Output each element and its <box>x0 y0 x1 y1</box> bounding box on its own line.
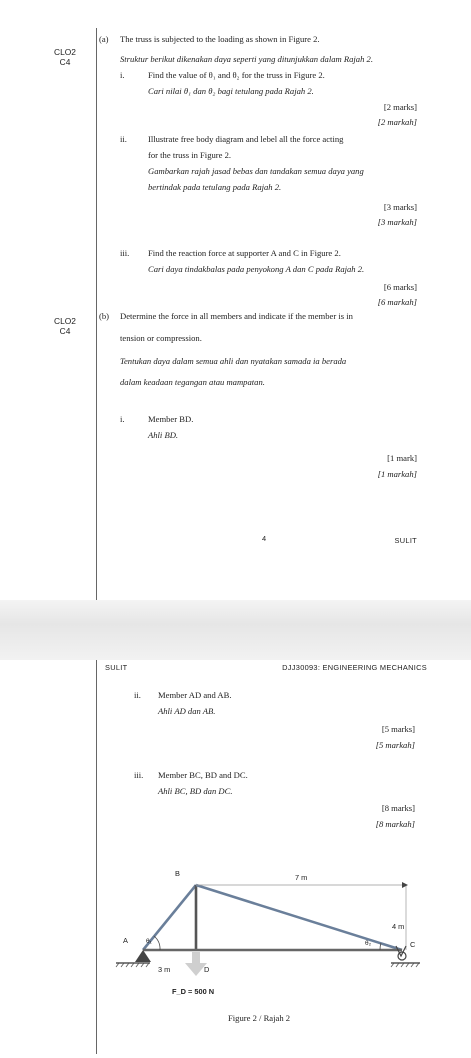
margin-rule-2 <box>96 660 97 1054</box>
dimension-label-top: 7 m <box>295 873 308 882</box>
node-label-b: B <box>175 869 180 878</box>
figure-caption: Figure 2 / Rajah 2 <box>228 1013 291 1023</box>
part-b-malay-line1: Tentukan daya dalam semua ahli dan nyatakan samada ia berada <box>120 356 347 366</box>
question-b-ii: Member AD and AB. <box>158 690 232 700</box>
question-a-iii-malay: Cari daya tindakbalas pada penyokong A dan C pada Rajah 2. <box>148 264 365 274</box>
marks-a-ii: [3 marks] <box>383 202 417 212</box>
angle-arc-theta1-icon <box>154 936 160 950</box>
marks-a-i: [2 marks] <box>383 102 417 112</box>
marks-b-ii: [5 marks] <box>381 724 415 734</box>
part-a-label: (a) <box>99 34 109 44</box>
header-sulit: SULIT <box>105 663 128 672</box>
angle-label-theta1: θ₁ <box>146 938 152 945</box>
node-label-c: C <box>410 940 416 949</box>
markah-a-ii: [3 markah] <box>377 217 417 227</box>
node-label-d: D <box>204 965 210 974</box>
marks-b-iii: [8 marks] <box>381 803 415 813</box>
question-a-ii-line2: for the truss in Figure 2. <box>148 150 232 160</box>
markah-a-iii: [6 markah] <box>377 297 417 307</box>
pin-support-a-icon <box>135 950 151 962</box>
question-a-ii-malay-line1: Gambarkan rajah jasad bebas dan tandakan semua daya yang <box>148 166 364 176</box>
clo-label-a: CLO2 C4 <box>54 47 76 67</box>
question-a-ii-malay-line2: bertindak pada tetulang pada Rajah 2. <box>148 182 282 192</box>
truss-figure <box>0 660 471 1058</box>
part-a-intro: The truss is subjected to the loading as shown in Figure 2. <box>120 34 320 44</box>
question-b-iii: Member BC, BD and DC. <box>158 770 248 780</box>
page-number: 4 <box>262 534 267 543</box>
arrowhead-icon <box>402 882 408 888</box>
margin-rule <box>96 28 97 600</box>
dimension-label-bottom: 3 m <box>158 965 171 974</box>
markah-b-ii: [5 markah] <box>375 740 415 750</box>
header-course-code: DJJ30093: ENGINEERING MECHANICS <box>282 663 427 672</box>
question-a-i-malay: Cari nilai θ₁ dan θ₂ bagi tetulang pada Rajah 2. <box>148 86 314 96</box>
marks-a-iii: [6 marks] <box>383 282 417 292</box>
part-b-label: (b) <box>99 311 110 321</box>
dimension-label-right: 4 m <box>392 922 405 931</box>
question-b-iii-malay: Ahli BC, BD dan DC. <box>158 786 233 796</box>
part-b-line1: Determine the force in all members and indicate if the member is in <box>120 311 353 321</box>
part-b-line2: tension or compression. <box>120 333 202 343</box>
question-b-i-number: i. <box>120 414 125 424</box>
question-b-i: Member BD. <box>148 414 194 424</box>
question-b-iii-number: iii. <box>134 770 144 780</box>
question-a-ii-number: ii. <box>120 134 127 144</box>
question-b-i-malay: Ahli BD. <box>148 430 179 440</box>
node-label-a: A <box>123 936 128 945</box>
exam-page-5 <box>0 660 471 1058</box>
question-b-ii-number: ii. <box>134 690 141 700</box>
marks-b-i: [1 mark] <box>387 453 417 463</box>
question-a-iii: Find the reaction force at supporter A and C in Figure 2. <box>148 248 341 258</box>
angle-label-theta2: θ₂ <box>365 940 372 947</box>
markah-b-iii: [8 markah] <box>375 819 415 829</box>
clo-label-b: CLO2 C4 <box>54 316 76 336</box>
question-a-iii-number: iii. <box>120 248 130 258</box>
markah-b-i: [1 markah] <box>377 469 417 479</box>
page-break <box>0 600 471 660</box>
question-a-i: Find the value of θ₁ and θ₂ for the truss in Figure 2. <box>148 70 325 80</box>
markah-a-i: [2 markah] <box>377 117 417 127</box>
question-b-ii-malay: Ahli AD dan AB. <box>158 706 216 716</box>
question-a-ii-line1: Illustrate free body diagram and lebel all the force acting <box>148 134 344 144</box>
question-a-i-number: i. <box>120 70 125 80</box>
footer-sulit: SULIT <box>394 536 417 545</box>
part-a-intro-malay: Struktur berikut dikenakan daya seperti yang ditunjukkan dalam Rajah 2. <box>120 54 373 64</box>
part-b-malay-line2: dalam keadaan tegangan atau mampatan. <box>120 377 265 387</box>
load-label: F_D = 500 N <box>172 987 215 996</box>
